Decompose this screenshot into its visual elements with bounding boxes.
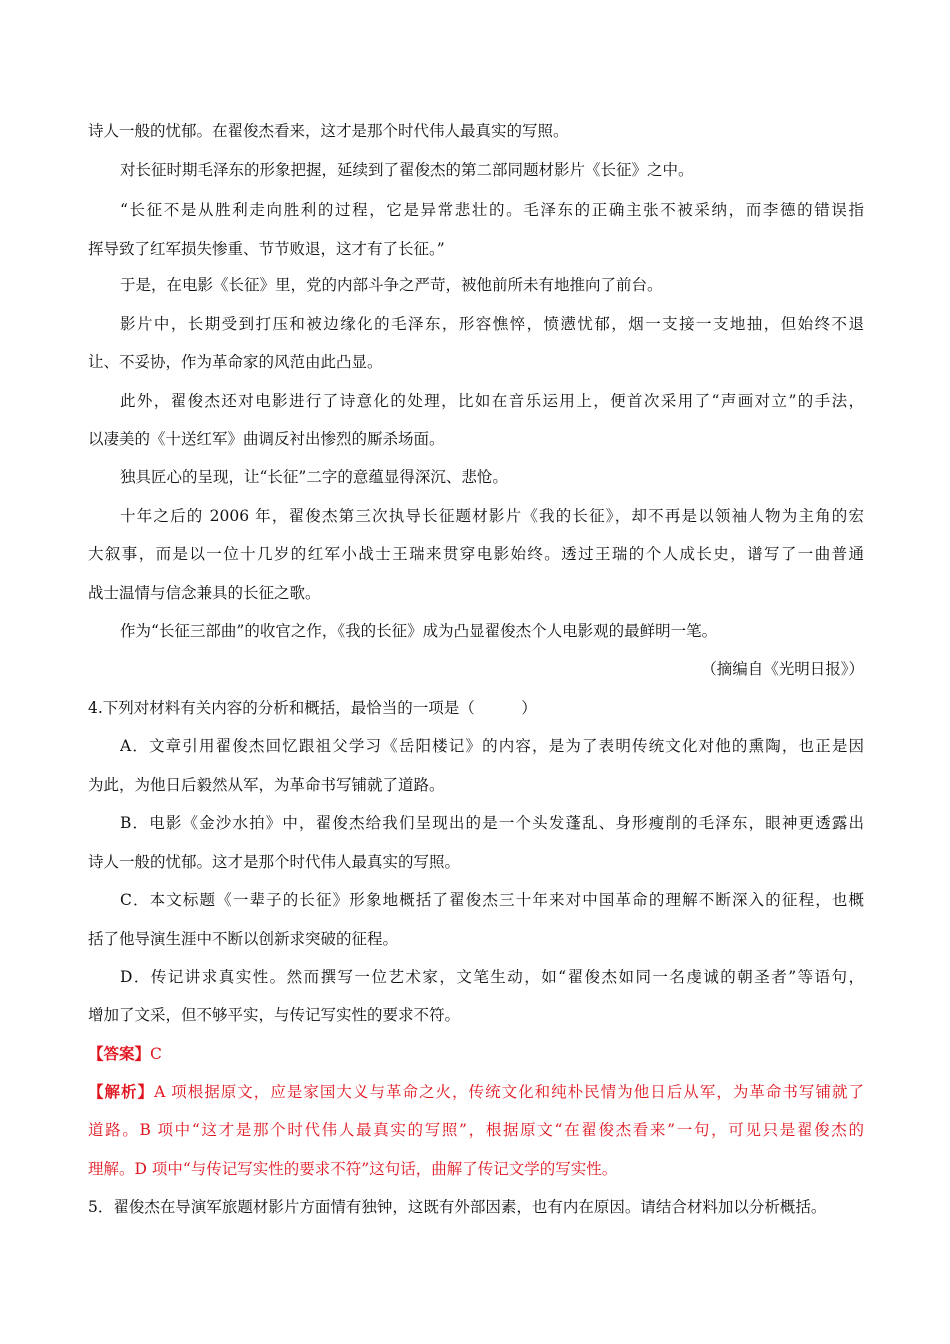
option-a: A．文章引用翟俊杰回忆跟祖父学习《岳阳楼记》的内容，是为了表明传统文化对他的熏陶，也正是因 xyxy=(120,737,864,755)
option-b-cont: 诗人一般的忧郁。这才是那个时代伟人最真实的写照。 xyxy=(88,853,461,871)
option-b: B．电影《金沙水拍》中，翟俊杰给我们呈现出的是一个头发蓬乱、身形瘦削的毛泽东，眼神更透露出 xyxy=(120,814,864,832)
question-4-stem: 4.下列对材料有关内容的分析和概括，最恰当的一项是（ ） xyxy=(88,699,537,717)
option-d-cont: 增加了文采，但不够平实，与传记写实性的要求不符。 xyxy=(88,1006,461,1024)
paragraph-line: 作为“长征三部曲”的收官之作，《我的长征》成为凸显翟俊杰个人电影观的最鲜明一笔。 xyxy=(120,622,718,640)
answer-line xyxy=(88,1044,864,1064)
paragraph-line: 以凄美的《十送红军》曲调反衬出惨烈的厮杀场面。 xyxy=(88,430,445,448)
analysis-tag: 【解析】 xyxy=(88,1082,155,1101)
answer-tag: 【答案】 xyxy=(88,1044,151,1063)
paragraph-line: 此外，翟俊杰还对电影进行了诗意化的处理，比如在音乐运用上，便首次采用了“声画对立”的手法， xyxy=(120,392,864,410)
option-a-cont: 为此，为他日后毅然从军，为革命书写铺就了道路。 xyxy=(88,776,445,794)
source-citation: （摘编自《光明日报》） xyxy=(701,660,864,678)
paragraph-line: 独具匠心的呈现，让“长征”二字的意蕴显得深沉、悲怆。 xyxy=(120,468,508,486)
analysis-line xyxy=(88,1082,864,1102)
option-d: D．传记讲求真实性。然而撰写一位艺术家，文笔生动，如“翟俊杰如同一名虔诚的朝圣者”等语句， xyxy=(120,968,864,986)
answer-value: C xyxy=(150,1045,162,1063)
analysis-line: 理解。D 项中“与传记写实性的要求不符”这句话，曲解了传记文学的写实性。 xyxy=(88,1160,618,1178)
paragraph-line: 于是，在电影《长征》里，党的内部斗争之严苛，被他前所未有地推向了前台。 xyxy=(120,276,663,294)
paragraph-line: 对长征时期毛泽东的形象把握，延续到了翟俊杰的第二部同题材影片《长征》之中。 xyxy=(120,161,694,179)
paragraph-line: 影片中，长期受到打压和被边缘化的毛泽东，形容憔悴，愤懑忧郁，烟一支接一支地抽，但始终不退 xyxy=(120,315,864,333)
paragraph-line: 诗人一般的忧郁。在翟俊杰看来，这才是那个时代伟人最真实的写照。 xyxy=(88,122,569,140)
question-5-stem: 5．翟俊杰在导演军旅题材影片方面情有独钟，这既有外部因素，也有内在原因。请结合材料加以分析概括。 xyxy=(88,1198,827,1216)
option-c-cont: 括了他导演生涯中不断以创新求突破的征程。 xyxy=(88,930,399,948)
analysis-text: A 项根据原文，应是家国大义与革命之火，传统文化和纯朴民情为他日后从军，为革命书写铺就了 xyxy=(154,1083,864,1101)
option-c: C．本文标题《一辈子的长征》形象地概括了翟俊杰三十年来对中国革命的理解不断深入的征程，也概 xyxy=(120,891,864,909)
paragraph-line: 十年之后的 2006 年，翟俊杰第三次执导长征题材影片《我的长征》，却不再是以领袖人物为主角的宏 xyxy=(120,507,864,525)
paragraph-line: 战士温情与信念兼具的长征之歌。 xyxy=(88,584,321,602)
quote-line: 挥导致了红军损失惨重、节节败退，这才有了长征。” xyxy=(88,240,445,258)
paragraph-line: 让、不妥协，作为革命家的风范由此凸显。 xyxy=(88,353,383,371)
paragraph-line: 大叙事，而是以一位十几岁的红军小战士王瑞来贯穿电影始终。透过王瑞的个人成长史，谱写了一曲普通 xyxy=(88,545,864,563)
analysis-line: 道路。B 项中“这才是那个时代伟人最真实的写照”，根据原文“在翟俊杰看来”一句，可见只是翟俊杰的 xyxy=(88,1121,864,1139)
quote-line: “长征不是从胜利走向胜利的过程，它是异常悲壮的。毛泽东的正确主张不被采纳，而李德的错误指 xyxy=(120,201,864,219)
